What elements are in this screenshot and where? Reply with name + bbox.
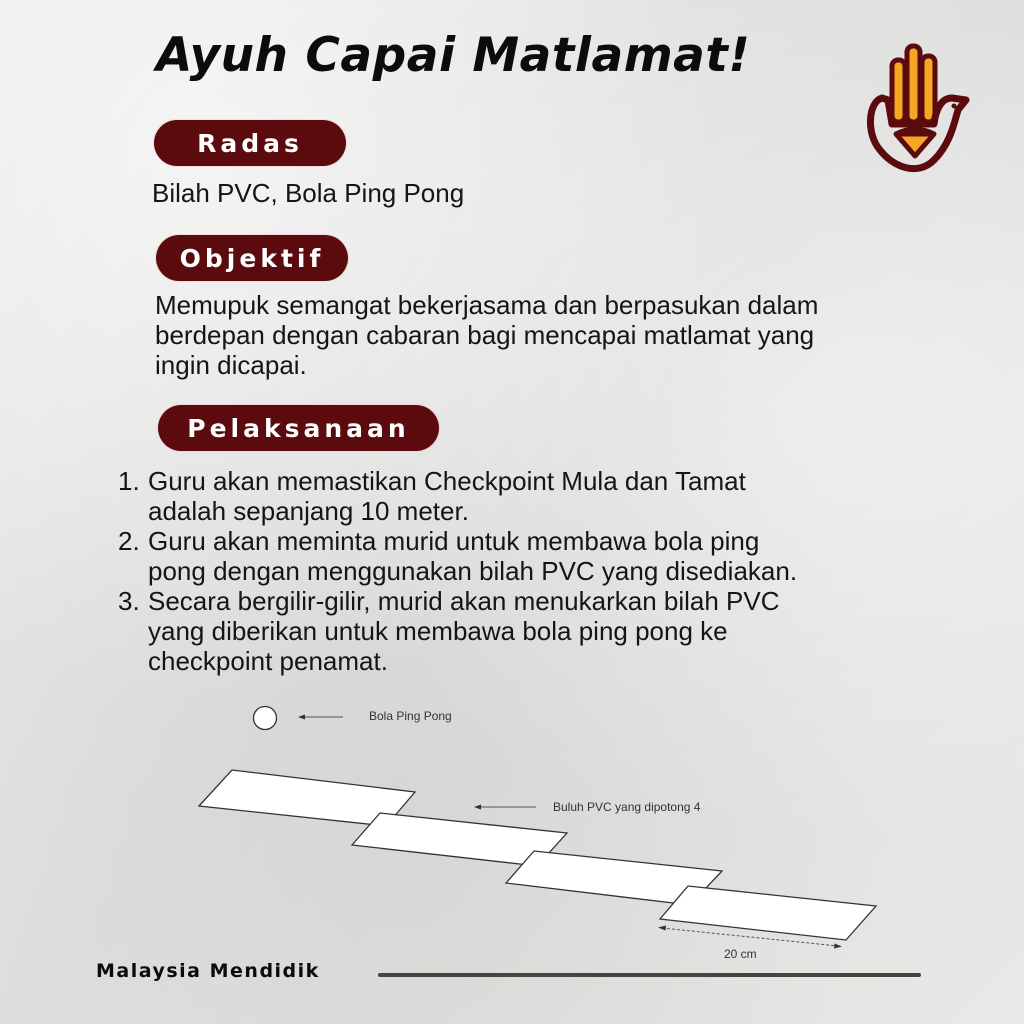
step-item xyxy=(118,526,918,586)
radas-text: Bilah PVC, Bola Ping Pong xyxy=(152,178,465,208)
step-line: yang diberikan untuk membawa bola ping pong ke xyxy=(148,616,728,646)
objektif-text xyxy=(155,290,818,380)
pvc-label: Buluh PVC yang dipotong 4 xyxy=(553,800,701,814)
step-line: checkpoint penamat. xyxy=(148,646,388,676)
section-title-objektif: Objektif xyxy=(179,243,325,273)
footer-brand: Malaysia Mendidik xyxy=(96,960,320,982)
pvc-plate-4 xyxy=(660,886,876,940)
step-number: 1. xyxy=(118,466,140,496)
step-number: 2. xyxy=(118,526,140,556)
step-line: Guru akan meminta murid untuk membawa bola ping xyxy=(148,526,760,556)
section-title-pelaksanaan: Pelaksanaan xyxy=(187,413,410,443)
step-text xyxy=(148,526,797,586)
page-title: Ayuh Capai Matlamat! xyxy=(156,28,751,83)
step-line: Guru akan memastikan Checkpoint Mula dan Tamat xyxy=(148,466,746,496)
section-title-radas: Radas xyxy=(197,128,303,158)
ball-label: Bola Ping Pong xyxy=(369,709,452,723)
pelaksanaan-steps xyxy=(118,466,918,676)
objektif-line: berdepan dengan cabaran bagi mencapai matlamat yang xyxy=(155,320,815,350)
ping-pong-ball-icon xyxy=(254,707,277,730)
section-pill-objektif xyxy=(156,235,348,281)
hand-pencil-logo-icon xyxy=(862,38,970,178)
footer-divider xyxy=(378,973,921,977)
step-item xyxy=(118,466,918,526)
step-line: pong dengan menggunakan bilah PVC yang disediakan. xyxy=(148,556,798,586)
objektif-line: ingin dicapai. xyxy=(155,350,307,380)
objektif-line: Memupuk semangat bekerjasama dan berpasukan dalam xyxy=(155,290,819,320)
step-item xyxy=(118,586,918,676)
step-line: adalah sepanjang 10 meter. xyxy=(148,496,469,526)
pvc-diagram xyxy=(0,690,1024,980)
step-number: 3. xyxy=(118,586,140,616)
section-pill-pelaksanaan xyxy=(158,405,439,451)
step-line: Secara bergilir-gilir, murid akan menukarkan bilah PVC xyxy=(148,586,780,616)
dimension-label: 20 cm xyxy=(724,947,757,961)
section-pill-radas xyxy=(154,120,346,166)
step-text xyxy=(148,466,746,526)
step-text xyxy=(148,586,780,676)
